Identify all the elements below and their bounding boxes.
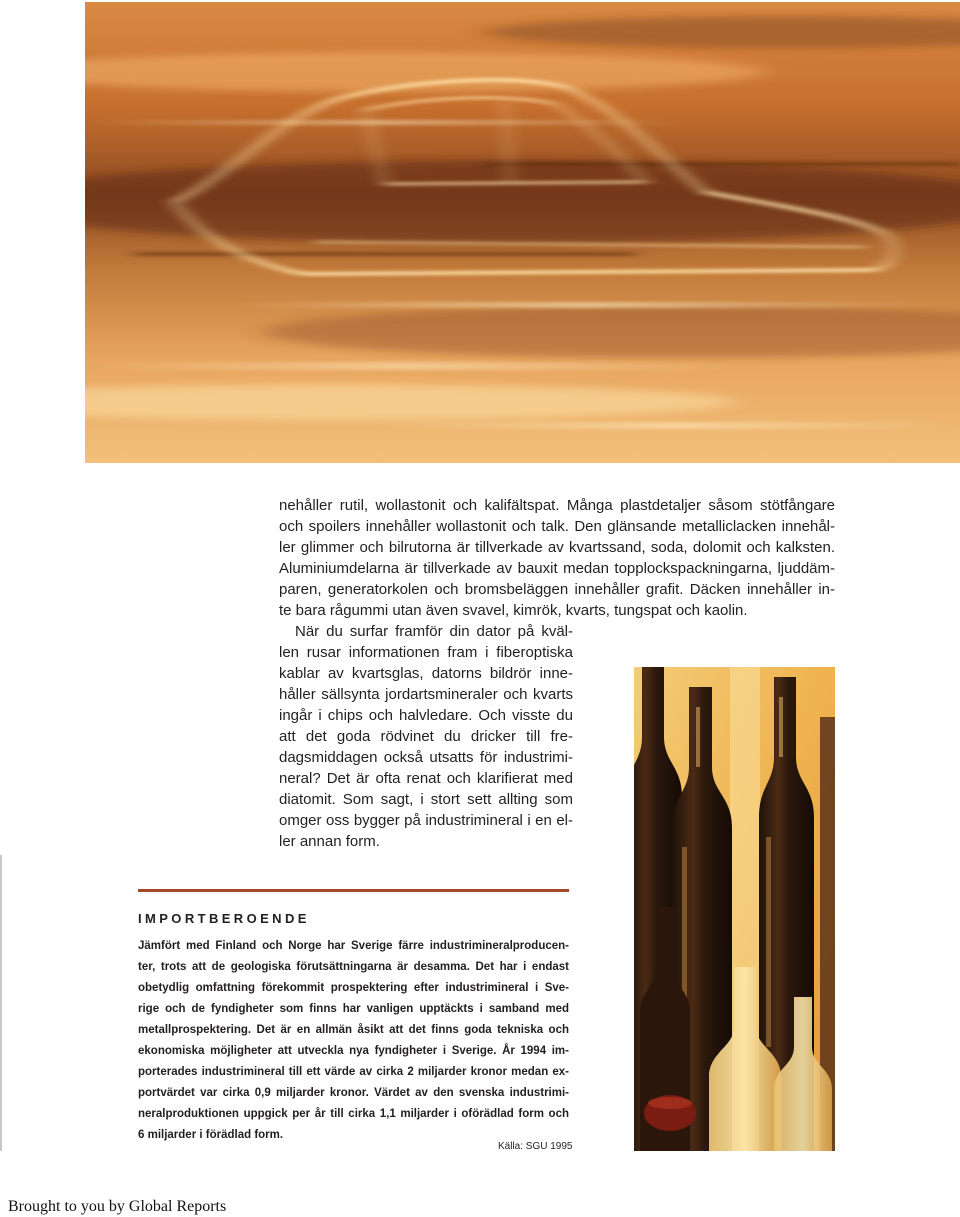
body-line: Aluminiumdelarna är tillverkade av bauxit medan topplockspackningarna, ljuddäm- — [279, 559, 835, 577]
sidebar-text — [138, 936, 569, 1146]
scan-edge-mark — [0, 855, 2, 1151]
sidebar-line: ter, trots att de geologiska förutsättningarna är desamma. Det har i endast — [138, 960, 569, 973]
body-line: och spoilers innehåller wollastonit och talk. Den glänsande metalliclacken innehål- — [279, 517, 835, 535]
footer-credit: Brought to you by Global Reports — [8, 1198, 227, 1215]
body-line: diatomit. Som sagt, i stort sett allting som — [279, 791, 573, 808]
sidebar-line: porterades industrimineral till ett värde av cirka 2 miljarder kronor medan ex- — [138, 1065, 569, 1078]
sidebar-line: rige och de fyndigheter som finns har vanligen upptäckts i samband med — [138, 1002, 569, 1015]
body-line: omger oss bygger på industrimineral i en el- — [279, 812, 573, 829]
sidebar-line: obetydlig omfattning förekommit prospektering efter industrimineral i Sve- — [138, 981, 569, 994]
body-line: neral? Det är ofta renat och klarifierat med — [279, 770, 573, 787]
article-paragraph-1 — [279, 496, 835, 621]
car-photo — [85, 2, 960, 463]
body-line: ingår i chips och halvledare. Och visste du — [279, 707, 573, 724]
sidebar-line: neralproduktionen uppgick per år till cirka 1,1 miljarder i oförädlad form och — [138, 1107, 569, 1120]
source-credit: Källa: SGU 1995 — [498, 1141, 573, 1152]
wine-bottles-photo — [634, 667, 835, 1151]
sidebar-line: ekonomiska möjligheter att utveckla nya fyndigheter i Sverige. År 1994 im- — [138, 1044, 569, 1057]
sidebar-line: Jämfört med Finland och Norge har Sverige färre industrimineralproducen- — [138, 939, 569, 952]
sidebar-line: 6 miljarder i förädlad form. — [138, 1128, 284, 1141]
article-paragraph-2 — [279, 621, 573, 852]
sidebar-heading: IMPORTBEROENDE — [138, 911, 310, 926]
sidebar-rule — [138, 889, 569, 892]
body-line: ler glimmer och bilrutorna är tillverkade av kvartssand, soda, dolomit och kalksten. — [279, 538, 835, 556]
body-line: nehåller rutil, wollastonit och kalifältspat. Många plastdetaljer såsom stötfångare — [279, 497, 835, 514]
body-line: len rusar informationen fram i fiberoptiska — [279, 644, 573, 661]
body-line: paren, generatorkolen och bromsbeläggen innehåller grafit. Däcken innehåller in- — [279, 580, 835, 598]
body-line: När du surfar framför din dator på kväl- — [295, 623, 573, 640]
body-line: ler annan form. — [279, 833, 380, 850]
sidebar-line: portvärdet var cirka 0,9 miljarder kronor. Värdet av den svenska industrimi- — [138, 1086, 569, 1099]
body-line: håller sällsynta jordartsmineraler och kvarts — [279, 686, 573, 703]
body-line: att det goda rödvinet du dricker till fre- — [279, 728, 573, 745]
body-line: te bara rågummi utan även svavel, kimrök, kvarts, tungspat och kaolin. — [279, 601, 748, 619]
sidebar-line: metallprospektering. Det är en allmän åsikt att det finns goda tekniska och — [138, 1023, 569, 1036]
body-line: dagsmiddagen också utsatts för industrimi- — [279, 749, 573, 766]
body-line: kablar av kvartsglas, datorns bildrör inne- — [279, 665, 573, 682]
